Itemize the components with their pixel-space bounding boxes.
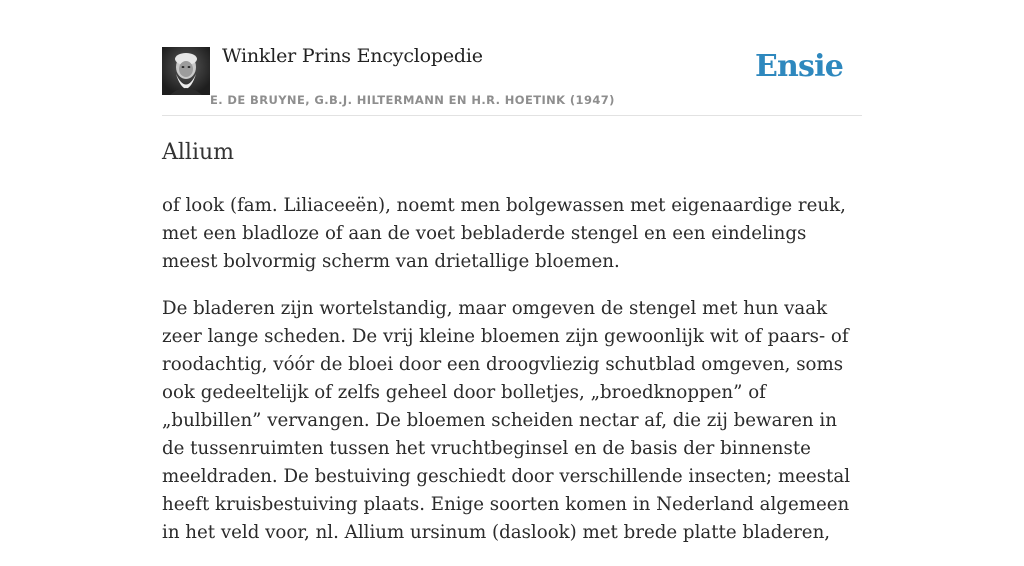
portrait-image (162, 47, 210, 95)
author-avatar[interactable] (162, 47, 210, 95)
site-header (162, 0, 862, 116)
article-paragraph: De bladeren zijn wortelstandig, maar omgeven de stengel met hun vaak zeer lange scheden. De vrij kleine bloemen zijn gewoonlijk wit of paars- of roodachtig, vóór de bloei door een droogvliezig schutblad omgeven, soms ook gedeeltelijk of zelfs geheel door bolletjes, „broedknoppen” of „bulbillen” vervangen. De bloemen scheiden nectar af, die zij bewaren in de tussenruimten tussen het vruchtbeginsel en de basis der binnenste meeldraden. De bestuiving geschiedt door verschillende insecten; meestal heeft kruisbestuiving plaats. Enige soorten komen in Nederland algemeen in het veld voor, nl. Allium ursinum (daslook) met brede platte bladeren, (162, 298, 851, 543)
brand-logo[interactable]: Ensie (754, 49, 843, 84)
article-body (162, 192, 862, 566)
article-paragraph: of look (fam. Liliaceeën), noemt men bolgewassen met eigenaardige reuk, met een bladloze of aan de voet bebladerde stengel en een eindelings meest bolvormig scherm van drietallige bloemen. (162, 195, 846, 272)
authors-credit: E. DE BRUYNE, G.B.J. HILTERMANN EN H.R. HOETINK (1947) (210, 93, 615, 107)
article-title: Allium (162, 140, 235, 165)
content-container (162, 0, 862, 543)
site-title[interactable]: Winkler Prins Encyclopedie (222, 45, 483, 67)
